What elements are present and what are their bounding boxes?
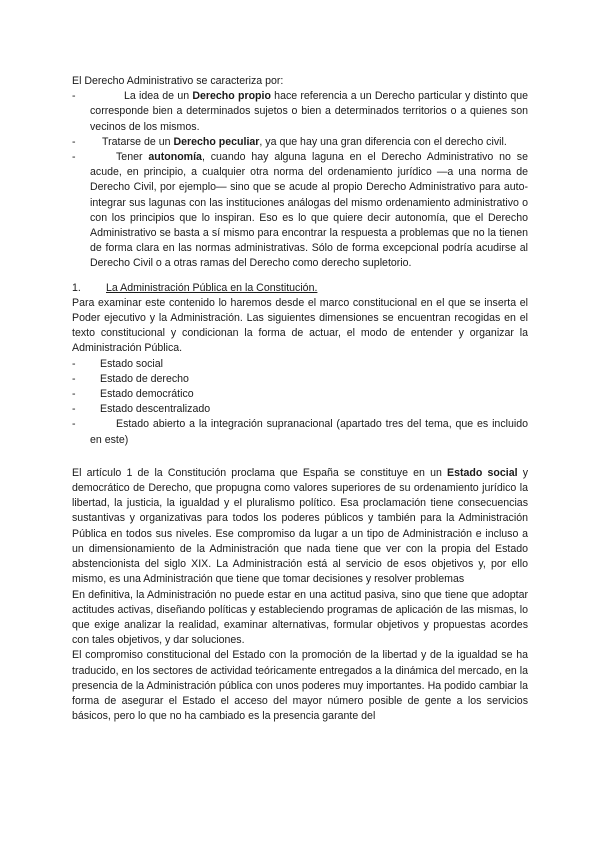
- section-number: 1.: [72, 281, 81, 294]
- dimension-label: Estado abierto a la integración supranacional (apartado tres del tema, que es incluido en este): [90, 418, 528, 446]
- list-item-derecho-peculiar: [72, 135, 528, 150]
- dimension-item: [72, 417, 528, 447]
- intro-line: El Derecho Administrativo se caracteriza por:: [72, 75, 284, 87]
- list-dash: -: [72, 90, 76, 103]
- paragraph-definitiva: En definitiva, la Administración no puede estar en una actitud pasiva, sino que tiene que adoptar actitudes activas, diseñando políticas y estableciendo programas de aplicación de las mismas, lo que exige analizar la realidad, examinar alternativas, formular objetivos y propuestas acordes con tales objetivos, y dar soluciones.: [72, 588, 528, 647]
- item-text-bold: Derecho propio: [192, 90, 271, 103]
- list-dash: -: [72, 403, 76, 416]
- item-text-post: , cuando hay alguna laguna en el Derecho Administrativo no se acude, en principio, a cualquier otra norma del ordenamiento jurídico —a una norma de Derecho Civil, por ejemplo— sino que se acude al propio Derecho Administrativo para auto-integrar sus lagunas con las instituciones análogas del mismo ordenamiento administrativo o con los principios que lo inspiran. Eso es lo que quiere decir autonomía, que el Derecho Administrativo se basta a sí mismo para encontrar la respuesta a problemas que no la tienen de forma clara en las normas administrativas. Sólo de forma excepcional podría acudirse al Derecho Civil o a otras ramas del Derecho como derecho supletorio.: [90, 151, 528, 270]
- list-dash: -: [72, 372, 76, 385]
- item-text-pre: La idea de un: [124, 90, 193, 103]
- dimension-item: [72, 372, 528, 387]
- dimension-label: Estado descentralizado: [100, 403, 211, 416]
- para-text-pre: El artículo 1 de la Constitución proclama que España se constituye en un: [72, 466, 448, 479]
- paragraph-compromiso: El compromiso constitucional del Estado con la promoción de la libertad y de la igualdad se ha traducido, en los sectores de actividad teóricamente entregados a la dinámica del mercado, en la presencia de la Administración pública con unos poderes muy importantes. Ha podido cambiar la forma de asegurar el Estado el acceso del mayor número posible de gente a los servicios básicos, pero lo que no ha cambiado es la presencia garante del: [72, 649, 528, 723]
- dimension-item: [72, 357, 528, 372]
- item-text-post: hace referencia a un Derecho particular y distinto que corresponde bien a determinados sujetos o bien a determinados territorios o a quienes son vecinos de los mismos.: [90, 90, 528, 133]
- item-text-bold: autonomía: [148, 151, 202, 164]
- list-dash: -: [72, 418, 76, 431]
- list-dash: -: [72, 151, 76, 164]
- dimension-label: Estado de derecho: [100, 372, 189, 385]
- item-text-post: , ya que hay una gran diferencia con el derecho civil.: [259, 135, 507, 148]
- list-dash: -: [72, 388, 76, 401]
- section-intro: Para examinar este contenido lo haremos desde el marco constitucional en el que se inserta el Poder ejecutivo y la Administración. Las siguientes dimensiones se encuentran recogidas en el texto constitucional y condicionan la forma de actuar, el modo de entender y organizar la Administración Pública.: [72, 296, 528, 355]
- para-text-post: y democrático de Derecho, que propugna como valores superiores de su ordenamiento jurídico la libertad, la justicia, la igualdad y el pluralismo político. Esa proclamación tiene consecuencias sustantivas y organizativas para todos los poderes públicos y también para la Administración Pública en todos sus niveles. Ese compromiso da lugar a un tipo de Administración e incluso a un dimensionamiento de la Administración que nada tiene que ver con la propia del Estado abstencionista del siglo XIX. La Administración está al servicio de esos objetivos y, por ello mismo, es una Administración que tiene que tomar decisiones y resolver problemas: [72, 466, 528, 586]
- item-text-pre: Tener: [116, 151, 149, 164]
- paragraph-estado-social: [72, 466, 528, 588]
- section-heading: [72, 281, 528, 296]
- dimension-item: [72, 387, 528, 402]
- item-text-pre: Tratarse de un: [102, 135, 174, 148]
- item-text-bold: Derecho peculiar: [173, 135, 260, 148]
- section-title: La Administración Pública en la Constitución.: [106, 281, 318, 294]
- para-text-bold: Estado social: [447, 466, 518, 479]
- list-dash: -: [72, 357, 76, 370]
- dimension-item: [72, 402, 528, 417]
- dimension-label: Estado social: [100, 357, 164, 370]
- list-item-autonomia: [72, 150, 528, 272]
- list-dash: -: [72, 135, 76, 148]
- dimension-label: Estado democrático: [100, 388, 194, 401]
- list-item-derecho-propio: [72, 89, 528, 135]
